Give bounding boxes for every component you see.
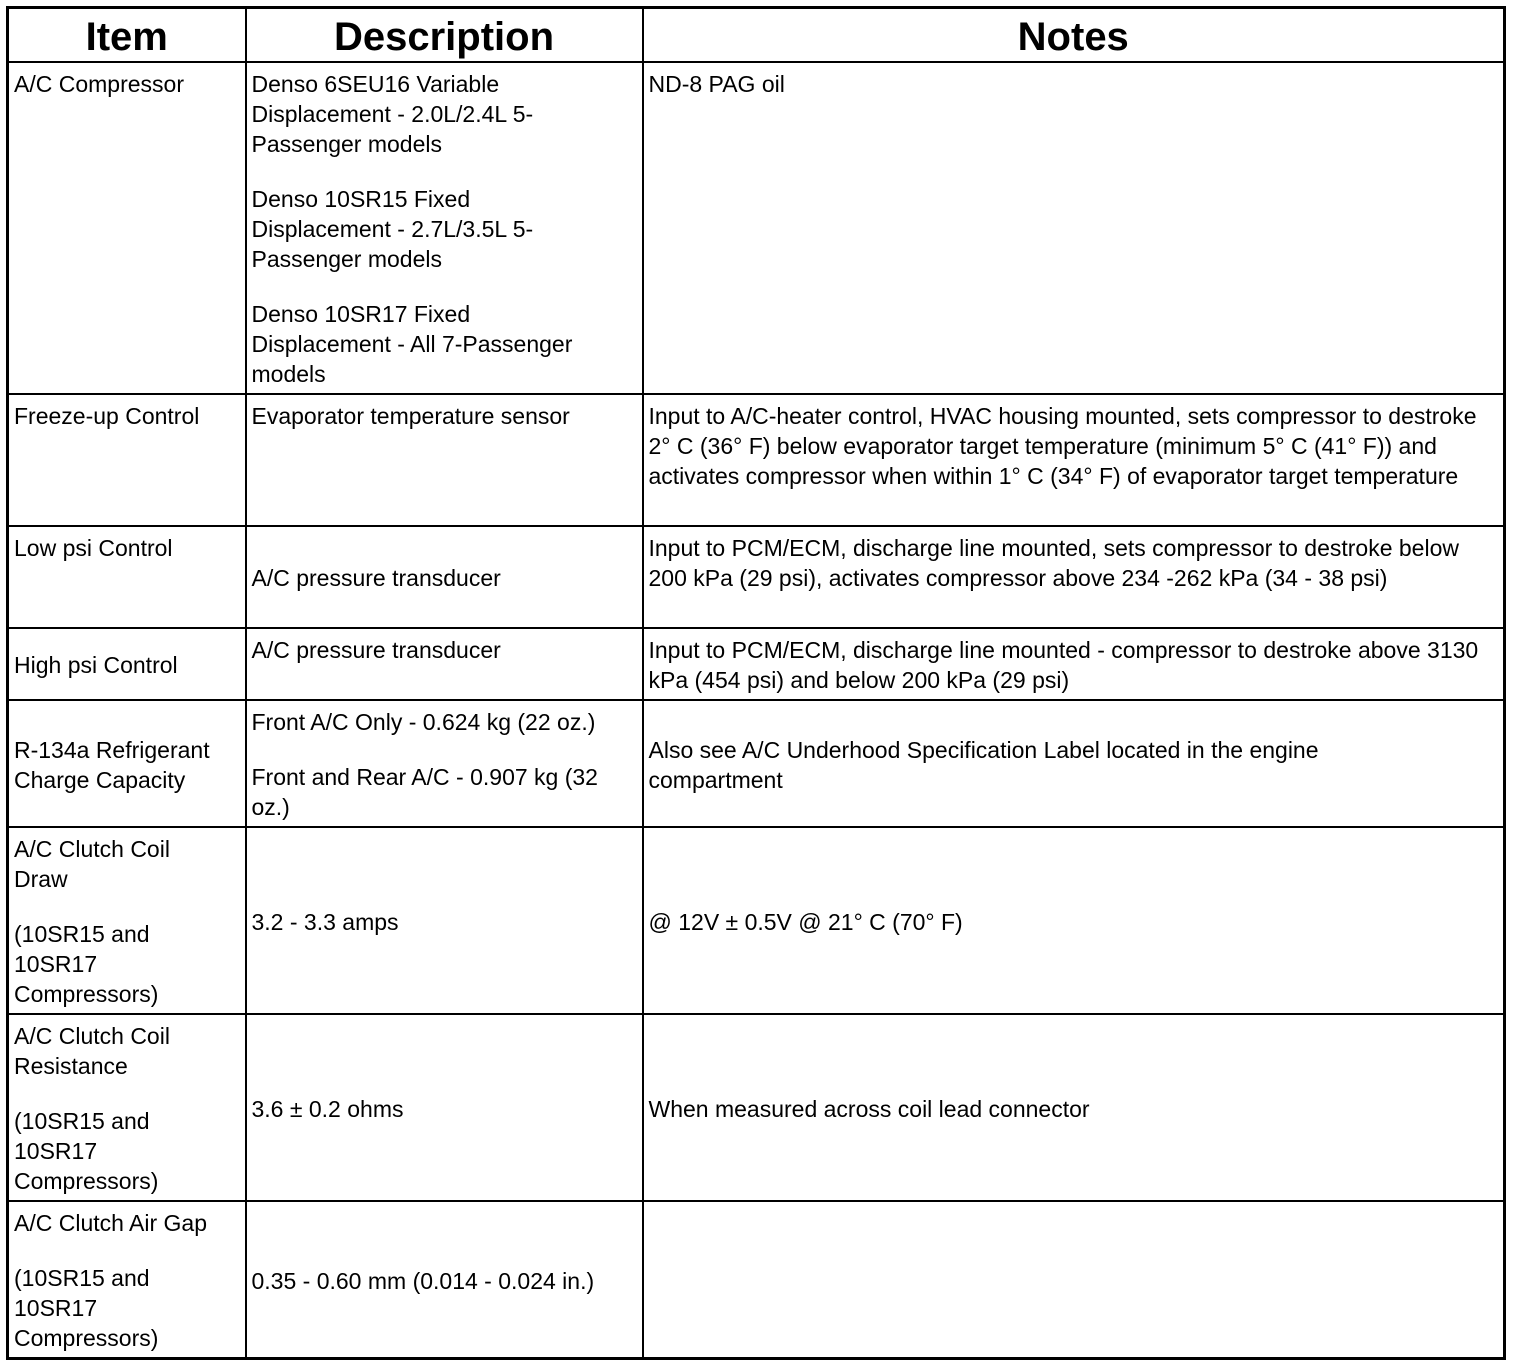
notes-text: Input to A/C-heater control, HVAC housing mounted, sets compressor to destroke 2° C (36° F) below evaporator target temperature (minimum 5° C (41° F)) and activates compressor when within 1° C (34° F) of evaporator target temperature	[648, 403, 1477, 489]
item-text: Low psi Control	[14, 535, 173, 561]
item-cell	[8, 628, 246, 700]
table-row	[8, 526, 1505, 628]
item-text: Freeze-up Control	[14, 403, 200, 429]
notes-cell	[643, 526, 1505, 628]
description-text: 3.2 - 3.3 amps	[251, 908, 399, 935]
notes-cell	[643, 827, 1505, 1014]
item-text: A/C Clutch Air Gap	[14, 1210, 208, 1236]
item-text: A/C Clutch Coil Draw	[14, 836, 170, 892]
notes-text: Input to PCM/ECM, discharge line mounted, sets compressor to destroke below 200 kPa (29 psi), activates compressor above 234 -262 kPa (34 - 38 psi)	[648, 535, 1459, 591]
column-header-notes: Notes	[643, 8, 1505, 63]
item-text: A/C Compressor	[14, 71, 184, 97]
notes-cell	[643, 62, 1505, 394]
item-cell	[8, 526, 246, 628]
item-note: (10SR15 and 10SR17 Compressors)	[14, 1265, 159, 1351]
column-header-description: Description	[246, 8, 643, 63]
description-cell	[246, 394, 643, 526]
column-header-item: Item	[8, 8, 246, 63]
header-row	[8, 8, 1505, 63]
item-cell	[8, 827, 246, 1014]
description-cell	[246, 1014, 643, 1201]
notes-cell	[643, 628, 1505, 700]
notes-text: @ 12V ± 0.5V @ 21° C (70° F)	[648, 908, 963, 935]
notes-text: Also see A/C Underhood Specification Label located in the engine compartment	[648, 736, 1319, 793]
description-text: A/C pressure transducer	[251, 637, 501, 663]
item-cell	[8, 700, 246, 827]
item-cell	[8, 62, 246, 394]
description-text: Front A/C Only - 0.624 kg (22 oz.)	[251, 709, 596, 735]
item-text: A/C Clutch Coil Resistance	[14, 1023, 170, 1079]
description-cell	[246, 526, 643, 628]
description-text: A/C pressure transducer	[251, 565, 501, 591]
description-cell	[246, 827, 643, 1014]
item-cell	[8, 1201, 246, 1359]
notes-cell	[643, 394, 1505, 526]
table-row	[8, 1201, 1505, 1359]
description-text: 3.6 ± 0.2 ohms	[251, 1095, 404, 1122]
table-row	[8, 700, 1505, 827]
notes-cell	[643, 700, 1505, 827]
item-cell	[8, 394, 246, 526]
notes-cell	[643, 1014, 1505, 1201]
description-text: Denso 10SR15 Fixed Displacement - 2.7L/3.5L 5-Passenger models	[251, 186, 534, 272]
description-text: 0.35 - 0.60 mm (0.014 - 0.024 in.)	[251, 1267, 595, 1294]
notes-text: ND-8 PAG oil	[648, 71, 785, 97]
description-text: Denso 10SR17 Fixed Displacement - All 7-Passenger models	[251, 301, 573, 387]
description-cell	[246, 700, 643, 827]
table-row	[8, 628, 1505, 700]
description-text: Denso 6SEU16 Variable Displacement - 2.0L/2.4L 5-Passenger models	[251, 71, 534, 157]
notes-cell	[643, 1201, 1505, 1359]
table-row	[8, 394, 1505, 526]
spec-table	[6, 6, 1506, 1360]
description-cell	[246, 628, 643, 700]
item-note: (10SR15 and 10SR17 Compressors)	[14, 921, 159, 1007]
description-cell	[246, 1201, 643, 1359]
description-text: Evaporator temperature sensor	[251, 403, 570, 429]
notes-text: Input to PCM/ECM, discharge line mounted - compressor to destroke above 3130 kPa (454 psi) and below 200 kPa (29 psi)	[648, 637, 1479, 693]
description-cell	[246, 62, 643, 394]
item-cell	[8, 1014, 246, 1201]
notes-text: When measured across coil lead connector	[648, 1095, 1090, 1122]
item-note: (10SR15 and 10SR17 Compressors)	[14, 1108, 159, 1194]
description-text: Front and Rear A/C - 0.907 kg (32 oz.)	[251, 764, 598, 820]
item-text: R-134a Refrigerant Charge Capacity	[14, 736, 210, 793]
table-row	[8, 827, 1505, 1014]
item-text: High psi Control	[14, 652, 178, 678]
table-row	[8, 1014, 1505, 1201]
table-row	[8, 62, 1505, 394]
